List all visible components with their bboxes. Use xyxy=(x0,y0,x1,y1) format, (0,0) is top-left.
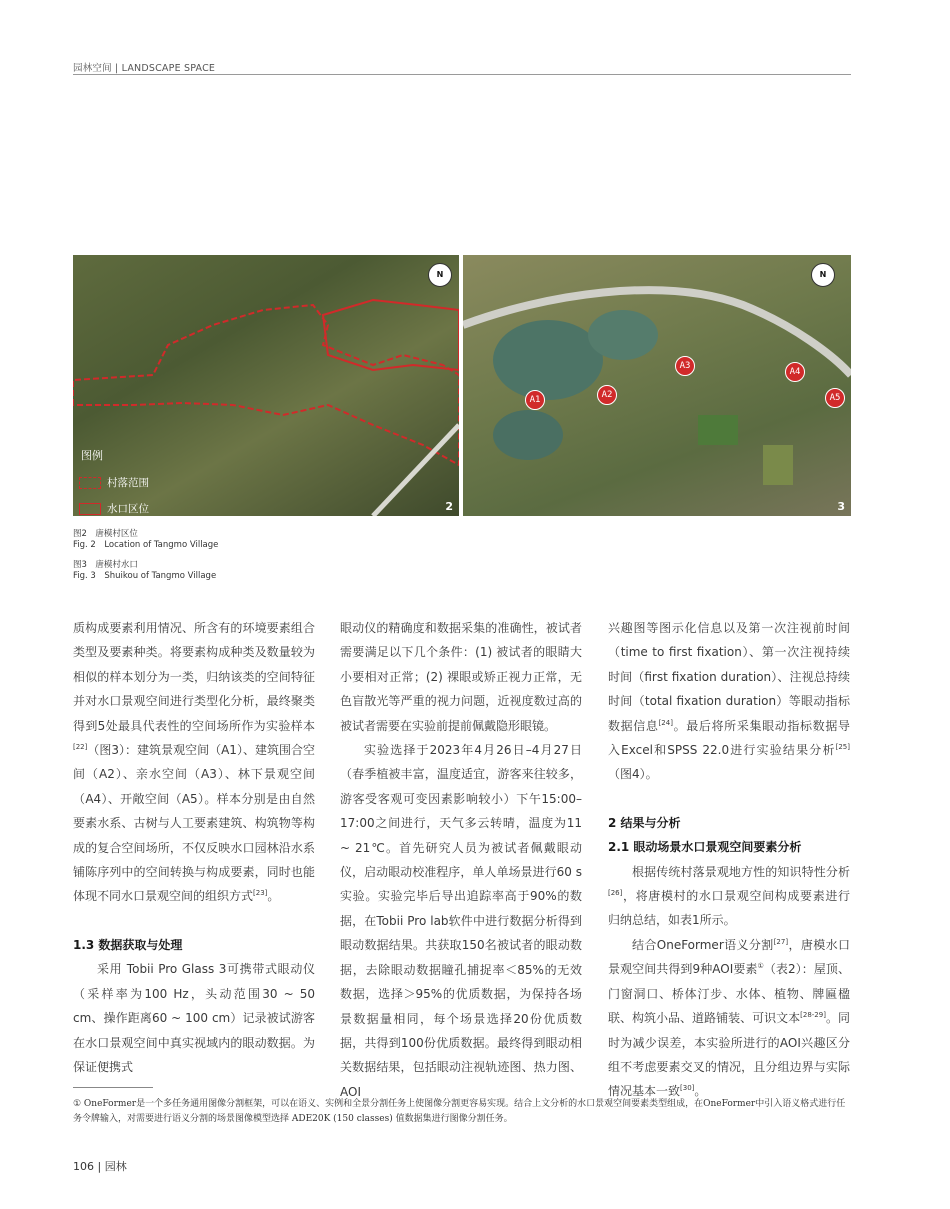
marker-a2: A2 xyxy=(597,385,617,405)
figure-2-aerial-map xyxy=(73,255,459,516)
paragraph: 眼动仪的精确度和数据采集的准确性，被试者需要满足以下几个条件：(1) 被试者的眼睛大小要相对正常；(2) 裸眼或矫正视力正常，无色盲散光等严重的视力问题，近视度数过高的被试者需要在实验前提前佩戴隐形眼镜。 xyxy=(340,621,582,733)
citation: [22] xyxy=(73,743,88,752)
legend-shuikou-label: 水口区位 xyxy=(107,503,149,515)
pond-3 xyxy=(493,410,563,460)
footnote: ① OneFormer是一个多任务通用图像分割框架，可以在语义、实例和全景分割任务上使图像分割更容易实现。结合上文分析的水口景观空间要素类型组成，在OneFormer中引入语义格式进行任务令牌输入，对需要进行语义分割的场景图像模型选择 ADE20K (150 classes) 值数据集进行图像分割任务。 xyxy=(73,1099,846,1124)
village-boundary xyxy=(73,305,459,465)
footnote-marker: ① xyxy=(757,962,764,971)
legend-shuikou xyxy=(79,501,149,516)
pond-1 xyxy=(493,320,603,400)
body-column-1 xyxy=(73,616,315,1079)
paragraph: 根据传统村落景观地方性的知识特性分析[26]，将唐模村的水口景观空间构成要素进行归纳总结，如表1所示。 xyxy=(608,864,850,928)
pond-2 xyxy=(588,310,658,360)
section-heading-2-1: 2.1 眼动场景水口景观空间要素分析 xyxy=(608,840,802,855)
marker-a1: A1 xyxy=(525,390,545,410)
legend-village-label: 村落范围 xyxy=(107,477,149,489)
marker-a3: A3 xyxy=(675,356,695,376)
citation: [28-29] xyxy=(800,1011,826,1020)
caption-fig2-cn: 图2 唐模村区位 xyxy=(73,529,138,539)
figure-number: 3 xyxy=(837,500,845,513)
figure-3-overlay xyxy=(463,255,851,516)
body-column-2 xyxy=(340,616,582,1104)
citation: [30] xyxy=(680,1084,695,1093)
legend-village xyxy=(79,475,149,490)
paragraph: 质构成要素利用情况、所含有的环境要素组合类型及要素种类。将要素构成种类及数量较为相似的样本划分为一类，归纳该类的空间特征并对水口景观空间进行类型化分析，最终聚类得到5处最具代表性的空间场所作为实验样本[22]（图3）：建筑景观空间（A1）、建筑围合空间（A2）、亲水空间（A3）、林下景观空间（A4）、开敞空间（A5）。样本分别是由自然要素水系、古树与人工要素建筑、构筑物等构成的复合空间场所，不仅反映水口园林沿水系铺陈序列中的空间转换与构成要素，同时也能体现不同水口景观空间的组织方式[23]。 xyxy=(73,621,315,904)
citation: [23] xyxy=(253,889,268,898)
paragraph: 兴趣图等图示化信息以及第一次注视前时间（time to first fixation）、第一次注视持续时间（first fixation duration）、注视总持续时间（total fixation duration）等眼动指标数据信息[24]。最后将所采集眼动指标数据导入Excel和SPSS 22.0进行实验结果分析[25]（图4）。 xyxy=(608,621,850,782)
dashed-swatch-icon xyxy=(79,477,101,489)
citation: [25] xyxy=(835,743,850,752)
field-2 xyxy=(763,445,793,485)
field-1 xyxy=(698,415,738,445)
north-arrow-icon: N xyxy=(811,263,835,287)
citation: [26] xyxy=(608,889,623,898)
north-arrow-icon: N xyxy=(428,263,452,287)
marker-a5: A5 xyxy=(825,388,845,408)
caption-fig2-en: Fig. 2 Location of Tangmo Village xyxy=(73,540,219,550)
section-heading-1-3: 1.3 数据获取与处理 xyxy=(73,937,183,952)
citation: [27] xyxy=(773,937,789,946)
header-rule xyxy=(73,74,851,75)
paragraph: 实验选择于2023年4月26日–4月27日（春季植被丰富，温度适宜，游客来往较多，游客受客观可变因素影响较小）下午15:00–17:00之间进行，天气多云转晴，温度为11 ~ 21℃。首先研究人员为被试者佩戴眼动仪，启动眼动校准程序，单人单场景进行60 s实验。实验完毕后导出追踪率高于90%的数据，在Tobii Pro lab软件中进行数据分析得到眼动数据结果。共获取150名被试者的眼动数据，去除眼动数据瞳孔捕捉率＜85%的无效数据，选择＞95%的优质数据，为保持各场景数据量相同，每个场景选择20份优质数据，共得到100份优质数据。最终得到眼动相关数据结果，包括眼动注视轨迹图、热力图、AOI xyxy=(340,743,582,1099)
paragraph: 结合OneFormer语义分割[27]，唐模水口景观空间共得到9种AOI要素①（表2）：屋顶、门窗洞口、桥体汀步、水体、植物、牌匾楹联、构筑小品、道路铺装、可识文本[28-29]。同时为减少误差，本实验所进行的AOI兴趣区分组不考虑要素交叉的情况，且分组边界与实际情况基本一致[30]。 xyxy=(608,937,851,1099)
figure-3-aerial-photo xyxy=(463,255,851,516)
footnote-rule xyxy=(73,1087,153,1088)
citation: [24] xyxy=(658,718,673,727)
section-heading-2: 2 结果与分析 xyxy=(608,815,681,830)
running-header: 园林空间 | LANDSCAPE SPACE xyxy=(73,63,216,74)
body-column-3 xyxy=(608,616,850,1104)
page-footer: 106 | 园林 xyxy=(73,1160,127,1173)
caption-fig3-cn: 图3 唐模村水口 xyxy=(73,560,138,570)
paragraph: 采用 Tobii Pro Glass 3可携带式眼动仪（采样率为100 Hz，头动范围30 ~ 50 cm、操作距离60 ~ 100 cm）记录被试游客在水口景观空间中真实视域内的眼动数据。为保证便携式 xyxy=(73,962,315,1074)
caption-fig3-en: Fig. 3 Shuikou of Tangmo Village xyxy=(73,571,217,581)
figure-number: 2 xyxy=(445,500,453,513)
marker-a4: A4 xyxy=(785,362,805,382)
solid-swatch-icon xyxy=(79,503,101,515)
legend-title: 图例 xyxy=(81,449,103,462)
